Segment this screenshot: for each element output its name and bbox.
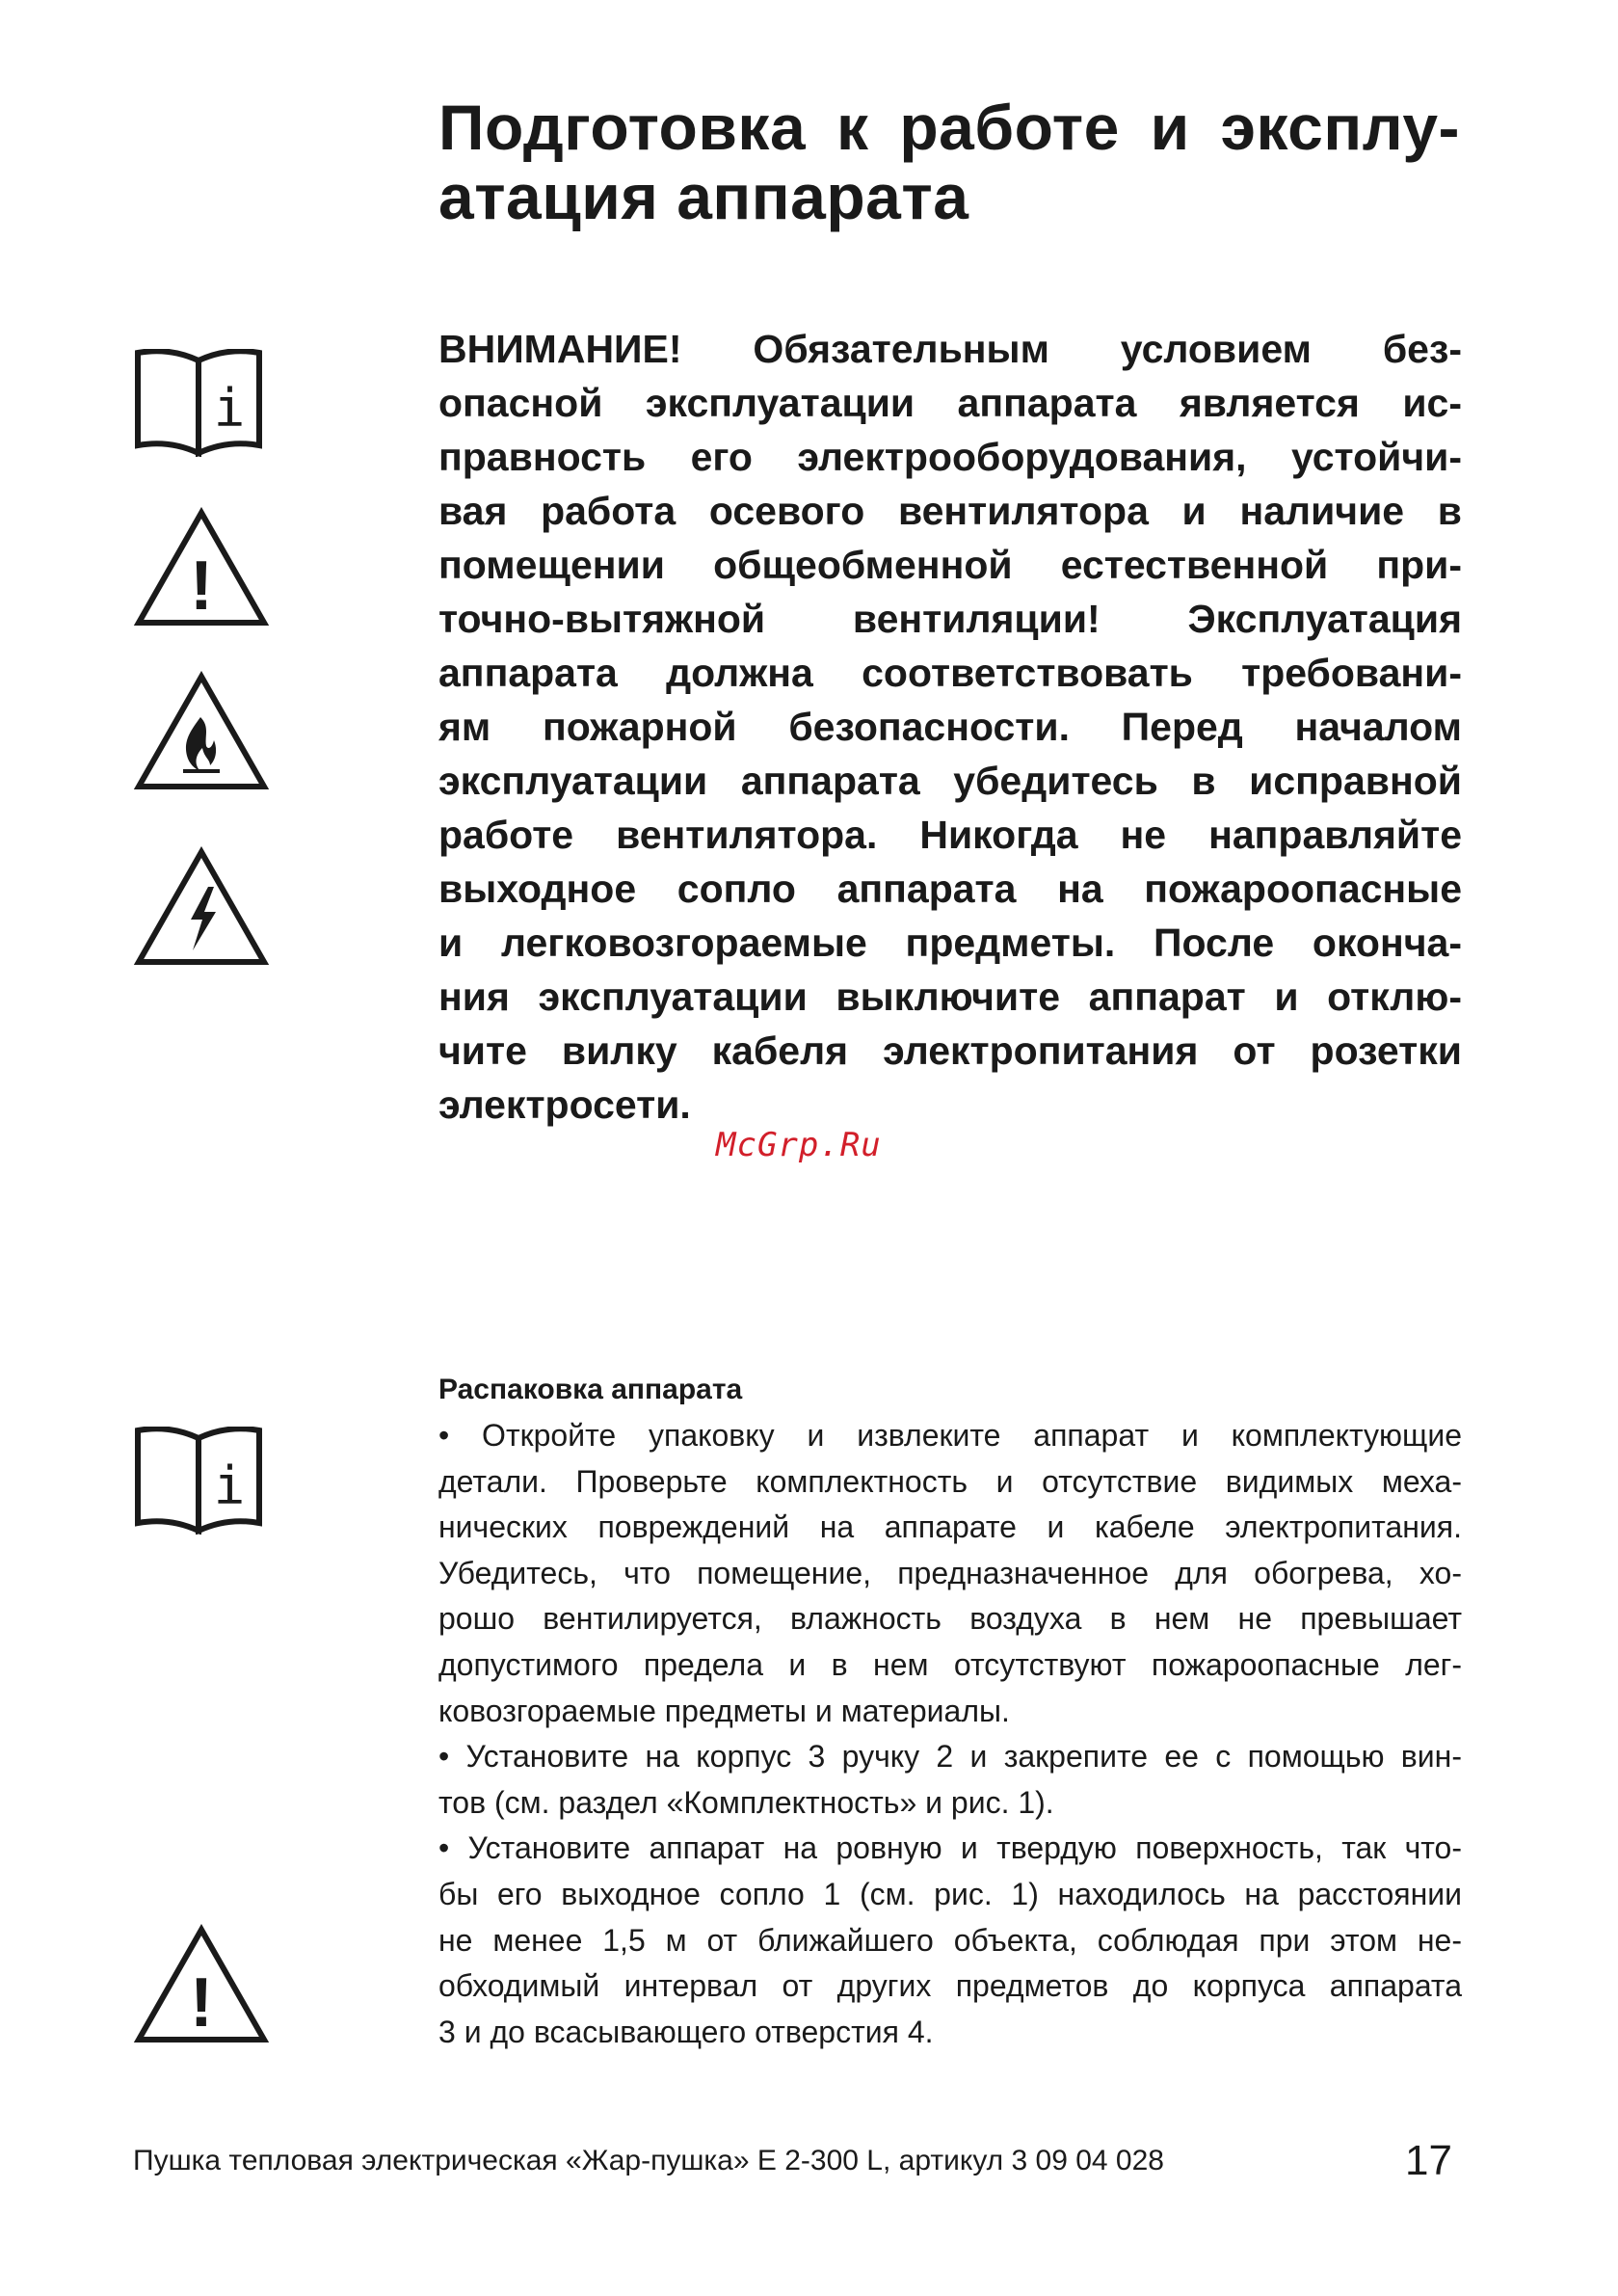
warning-line: точно-вытяжной вентиляции! Эксплуатация [438,597,1462,641]
exclamation-glyph: ! [190,1964,213,2042]
warning-line: чите вилку кабеля электропитания от розетки [438,1028,1462,1073]
info-manual-icon [133,349,264,457]
warning-line: ям пожарной безопасности. Перед началом [438,705,1462,749]
footer-product-info: Пушка тепловая электрическая «Жар-пушка» Е 2-300 L, артикул 3 09 04 028 [133,2145,1164,2176]
warning-exclamation-icon [133,1924,270,2045]
warning-line: вая работа осевого вентилятора и наличие в [438,489,1462,533]
warning-line: опасной эксплуатации аппарата является ис- [438,381,1462,425]
warning-line: электросети. [438,1082,691,1127]
safety-warning [438,322,1462,1132]
warning-line: выходное сопло аппарата на пожароопасные [438,867,1462,911]
warning-line: ВНИМАНИЕ! Обязательным условием без- [438,327,1462,371]
title-line-1: Подготовка к работе и эксплу- [438,92,1460,163]
body-line: • Установите на корпус 3 ручку 2 и закрепите ее с помощью вин- [438,1739,1462,1775]
info-glyph: i [213,1455,246,1516]
warning-line: ния эксплуатации выключите аппарат и отклю- [438,974,1462,1019]
info-manual-icon [133,1427,264,1535]
info-glyph: i [213,378,246,439]
body-line: • Установите аппарат на ровную и твердую поверхность, так что- [438,1830,1462,1866]
warning-line: работе вентилятора. Никогда не направляйте [438,813,1462,857]
watermark-link[interactable]: McGrp.Ru [716,1126,882,1164]
body-line: 3 и до всасывающего отверстия 4. [438,2014,934,2049]
exclamation-glyph: ! [190,547,213,625]
body-line: тов (см. раздел «Комплектность» и рис. 1). [438,1784,1054,1820]
body-line: допустимого предела и в нем отсутствуют пожароопасные лег- [438,1646,1462,1682]
warning-line: и легковозгораемые предметы. После оконча- [438,921,1462,965]
unpacking-section [438,1369,1462,2055]
electric-hazard-icon [133,846,270,968]
warning-line: правность его электрооборудования, устойчи- [438,435,1462,479]
section-heading: Распаковка аппарата [438,1374,743,1405]
body-line: Убедитесь, что помещение, предназначенное для обогрева, хо- [438,1555,1462,1590]
title-line-2: атация аппарата [438,161,969,232]
body-line: детали. Проверьте комплектность и отсутствие видимых меха- [438,1463,1462,1499]
warning-line: помещении общеобменной естественной при- [438,543,1462,587]
body-line: нических повреждений на аппарате и кабеле электропитания. [438,1509,1462,1545]
body-line: не менее 1,5 м от ближайшего объекта, соблюдая при этом не- [438,1922,1462,1958]
fire-hazard-icon [133,671,270,792]
body-line: бы его выходное сопло 1 (см. рис. 1) находилось на расстоянии [438,1876,1462,1911]
section-body [438,1413,1462,2055]
warning-line: аппарата должна соответствовать требовани- [438,651,1462,695]
body-line: ковозгораемые предметы и материалы. [438,1693,1010,1728]
warning-line: эксплуатации аппарата убедитесь в исправной [438,759,1462,803]
body-line: рошо вентилируется, влажность воздуха в нем не превышает [438,1601,1462,1637]
page-number: 17 [1405,2137,1452,2184]
body-line: • Откройте упаковку и извлеките аппарат и комплектующие [438,1418,1462,1453]
page-title [438,93,1460,231]
body-line: обходимый интервал от других предметов до корпуса аппарата [438,1968,1462,2004]
warning-exclamation-icon [133,507,270,628]
